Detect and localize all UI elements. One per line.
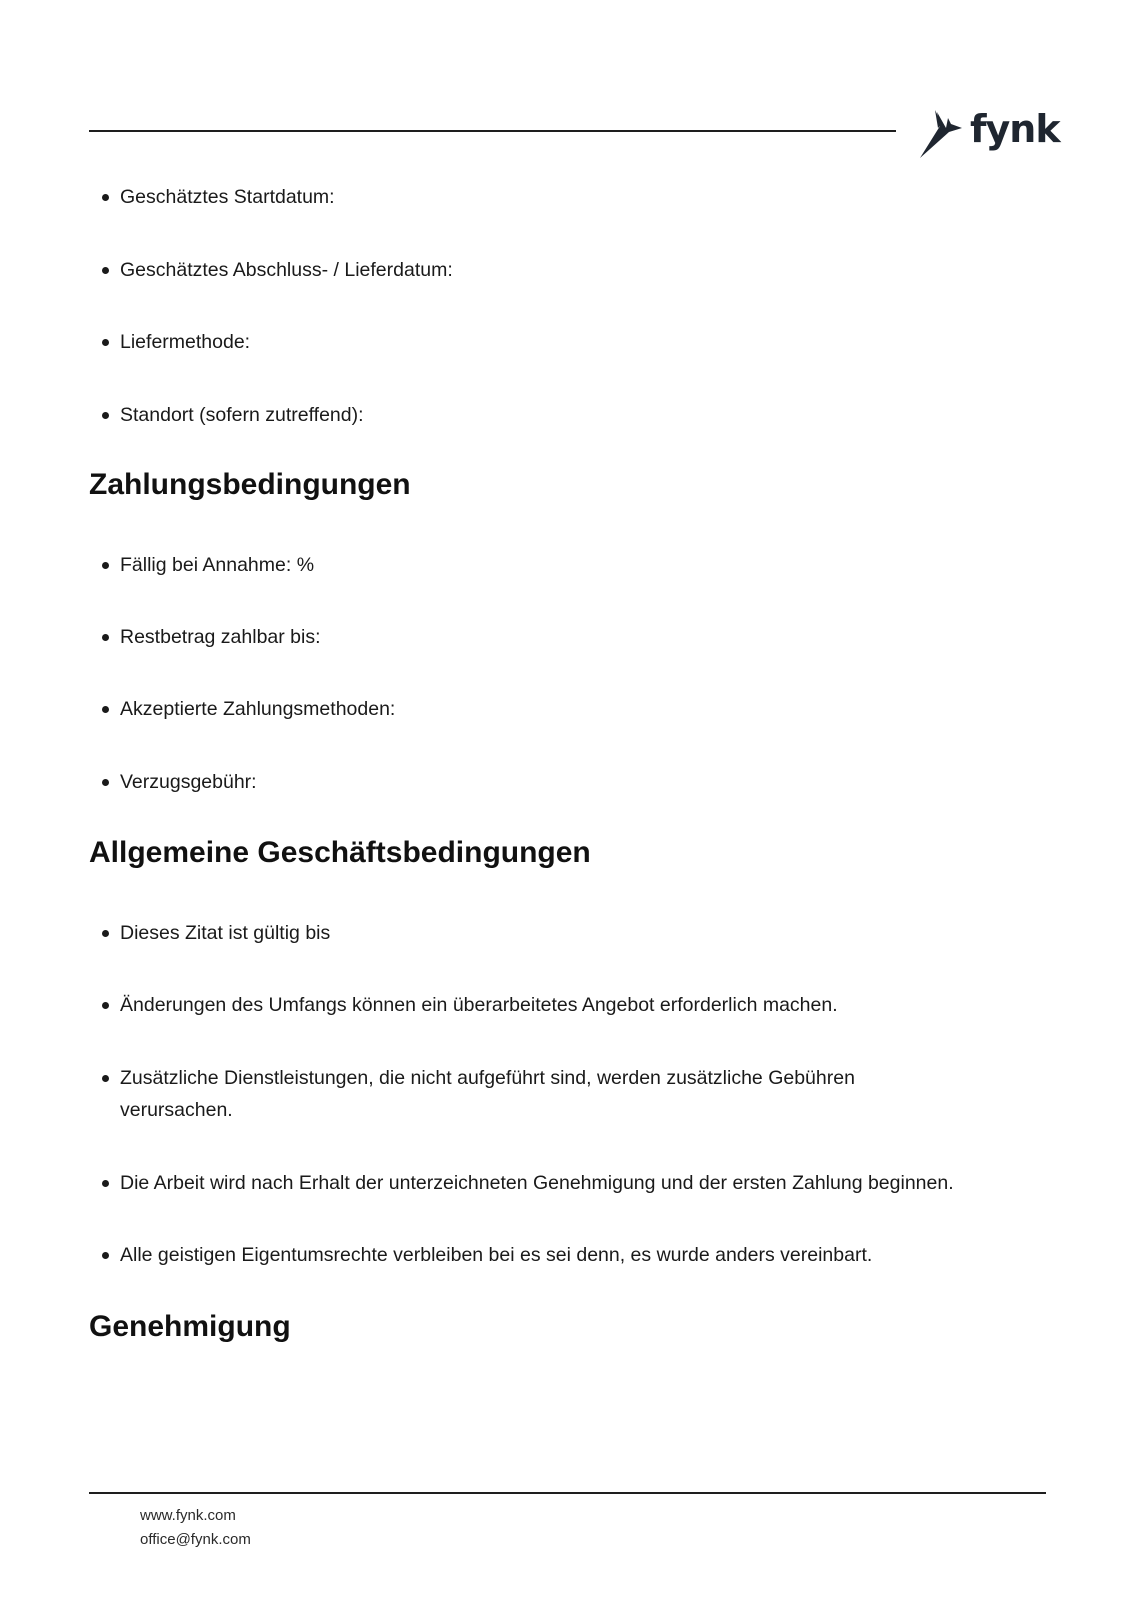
bullet-dot [102,634,109,641]
bullet-dot [102,562,109,569]
list-item-text: Akzeptierte Zahlungsmethoden: [120,698,396,720]
list-item [120,766,1050,798]
list-item-text: Dieses Zitat ist gültig bis [120,922,331,944]
section-heading-payment: Zahlungsbedingungen [89,468,411,501]
bullet-dot [102,1002,109,1009]
list-item [120,1239,1050,1271]
list-item [120,254,1050,286]
list-item [120,917,1050,949]
bullet-dot [102,412,109,419]
list-item-text: Liefermethode: [120,331,251,353]
list-item-text: Änderungen des Umfangs können ein überarbeitetes Angebot erforderlich machen. [120,994,838,1016]
list-item-text: Restbetrag zahlbar bis: [120,626,321,648]
list-item [120,1062,950,1126]
list-item [120,549,1050,581]
bullet-dot [102,1180,109,1187]
section-heading-approval: Genehmigung [89,1310,291,1343]
bullet-dot [102,194,109,201]
bullet-dot [102,930,109,937]
list-item [120,989,1050,1021]
list-item-text: Geschätztes Startdatum: [120,186,335,208]
list-item-text: Die Arbeit wird nach Erhalt der unterzeichneten Genehmigung und der ersten Zahlung beginnen. [120,1172,954,1194]
list-item [120,181,1050,213]
bullet-dot [102,1252,109,1259]
list-item [120,693,1050,725]
brand-logo [918,104,1060,160]
brand-name: fynk [970,107,1060,151]
footer-divider [89,1492,1046,1494]
list-item [120,326,1050,358]
list-item [120,1167,1050,1199]
footer-email: office@fynk.com [140,1531,251,1548]
bird-logo-icon [918,106,964,158]
list-item-text: Geschätztes Abschluss- / Lieferdatum: [120,259,453,281]
list-item [120,399,1050,431]
bullet-dot [102,706,109,713]
header-divider [89,130,896,132]
list-item-text: Alle geistigen Eigentumsrechte verbleiben bei es sei denn, es wurde anders vereinbart. [120,1244,873,1266]
footer-website: www.fynk.com [140,1507,236,1524]
list-item-text: Standort (sofern zutreffend): [120,404,364,426]
list-item [120,621,1050,653]
list-item-text: Verzugsgebühr: [120,771,257,793]
list-item-text: Zusätzliche Dienstleistungen, die nicht aufgeführt sind, werden zusätzliche Gebühren verursachen. [120,1067,855,1121]
section-heading-terms: Allgemeine Geschäftsbedingungen [89,836,591,869]
bullet-dot [102,339,109,346]
bullet-dot [102,779,109,786]
bullet-dot [102,267,109,274]
bullet-dot [102,1075,109,1082]
list-item-text: Fällig bei Annahme: % [120,554,315,576]
